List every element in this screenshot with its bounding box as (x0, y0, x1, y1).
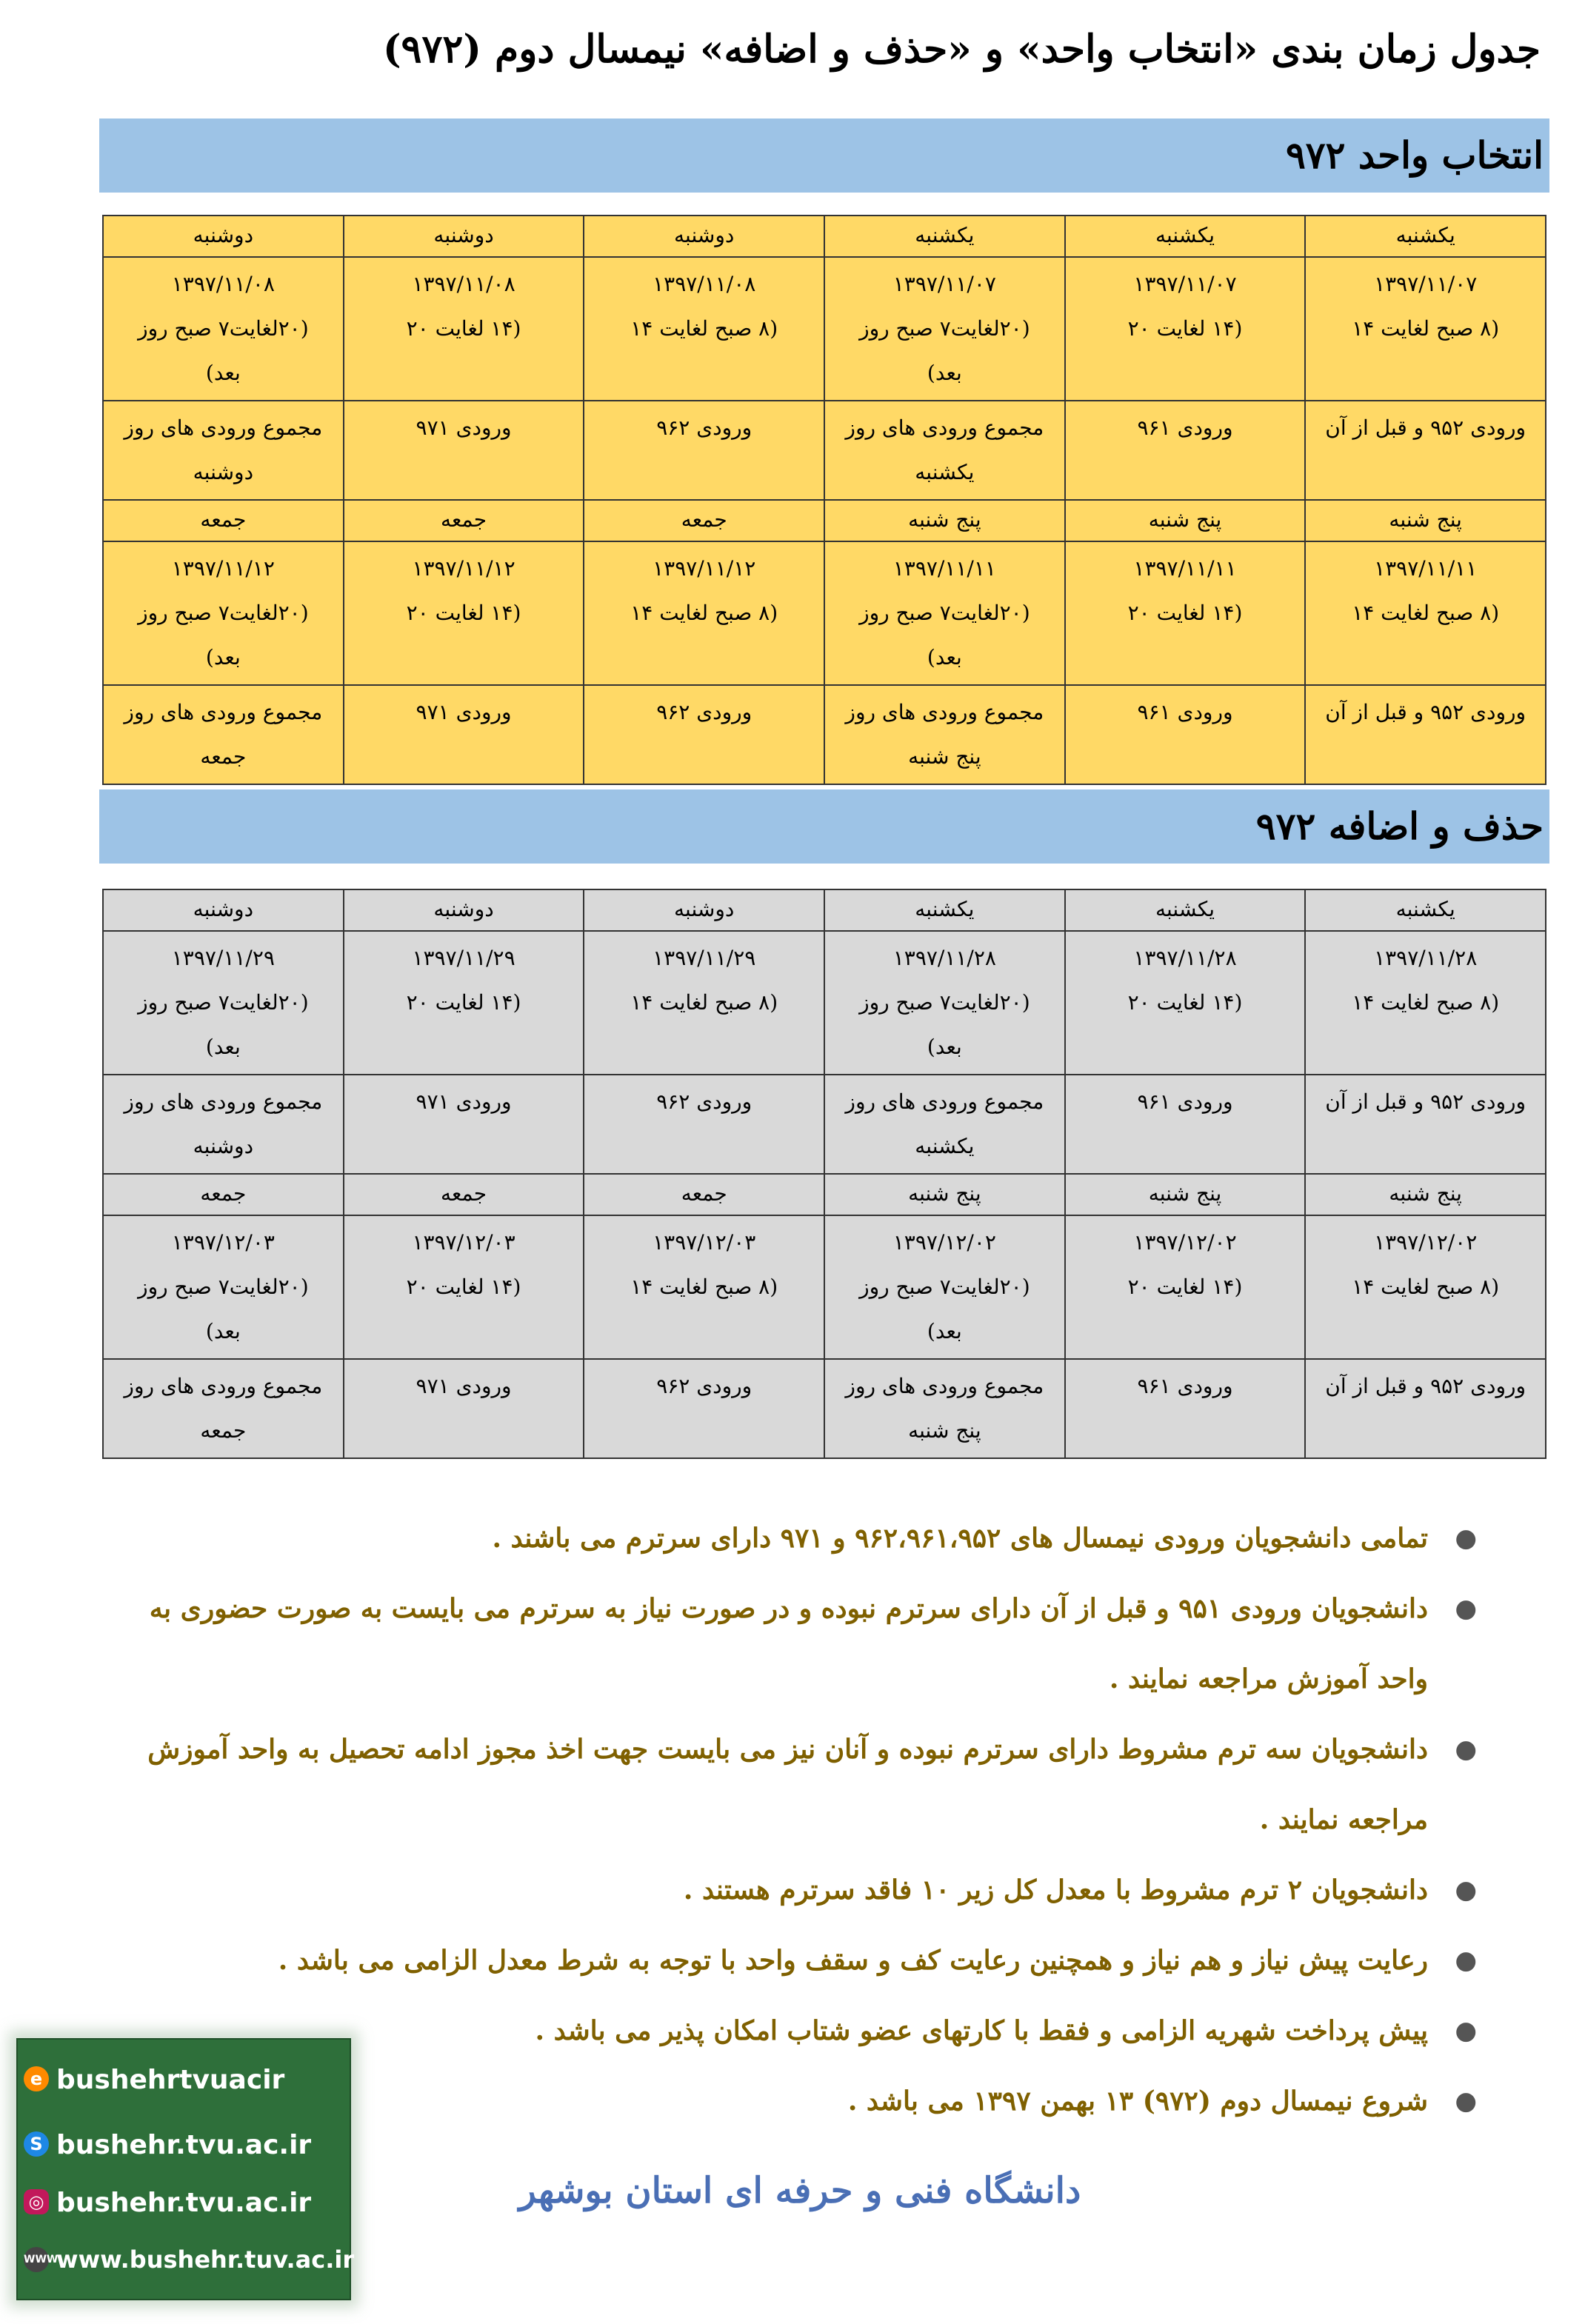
table-row (103, 500, 1546, 541)
table-cell-date (103, 1215, 344, 1359)
contact-website[interactable] (24, 2245, 355, 2274)
table-cell-group (584, 401, 824, 500)
cell-text: ۱۳۹۷/۱۲/۰۲ (1374, 1230, 1478, 1255)
table-cell-group (103, 1359, 344, 1458)
cell-text: ۱۳۹۷/۱۱/۰۸ (171, 272, 275, 296)
cell-text: ۱۳۹۷/۱۱/۰۷ (892, 272, 996, 296)
cell-text: ورودی ۹۶۱ (1137, 700, 1233, 724)
note-text: تمامی دانشجویان ورودی نیمسال های ۹۶۲،۹۶۱،۹۵۲ و ۹۷۱ دارای سرترم می باشند . (492, 1523, 1428, 1554)
cell-text: بعد) (205, 645, 241, 670)
table-cell-group (584, 685, 824, 784)
table-cell-day (584, 889, 824, 931)
cell-text: بعد) (927, 645, 962, 670)
bullet-icon: ● (1455, 1946, 1477, 1975)
cell-text: یکشنبه (1155, 223, 1215, 247)
cell-text: یکشنبه (915, 1134, 975, 1158)
cell-text: بعد) (927, 1035, 962, 1059)
table-cell-day (103, 889, 344, 931)
table-cell-day (1065, 889, 1306, 931)
table-cell-day (824, 889, 1065, 931)
cell-text: (۲۰لغایت۷ صبح روز (138, 601, 309, 625)
cell-text: ۱۳۹۷/۱۱/۲۹ (653, 946, 756, 970)
table-cell-day (824, 216, 1065, 257)
table-cell-day (584, 500, 824, 541)
bullet-icon: ● (1455, 1734, 1477, 1764)
table-row (103, 931, 1546, 1075)
cell-text: (۸ صبح لغایت ۱۴ (630, 601, 778, 625)
contact-eitaa-text: bushehrtvuacir (56, 2065, 285, 2095)
table-cell-group (824, 401, 1065, 500)
cell-text: جمعه (441, 507, 487, 532)
table-cell-group (1065, 1359, 1306, 1458)
cell-text: ورودی ۹۶۲ (656, 1374, 753, 1398)
cell-text: ۱۳۹۷/۱۲/۰۳ (171, 1230, 275, 1255)
table-cell-date (824, 257, 1065, 401)
table-cell-group (103, 401, 344, 500)
cell-text: پنج شنبه (1148, 507, 1222, 532)
cell-text: (۲۰لغایت۷ صبح روز (859, 1275, 1030, 1299)
table-cell-day (1305, 500, 1546, 541)
note-item (96, 1574, 1489, 1714)
cell-text: مجموع ورودی های روز (845, 700, 1044, 724)
note-item (96, 1855, 1489, 1926)
cell-text: پنج شنبه (1148, 1181, 1222, 1206)
cell-text: یکشنبه (915, 223, 975, 247)
cell-text: دوشنبه (193, 1134, 254, 1158)
table-cell-group (1305, 1075, 1546, 1174)
cell-text: (۸ صبح لغایت ۱۴ (1352, 601, 1500, 625)
cell-text: (۱۴ لغایت ۲۰ (1127, 990, 1243, 1015)
note-text: دانشجویان سه ترم مشروط دارای سرترم نبوده و آنان نیز می بایست جهت اخذ مجوز ادامه تحصیل به واحد آموزش مراجعه نمایند . (147, 1734, 1428, 1835)
table-cell-date (1065, 257, 1306, 401)
table-cell-date (1305, 1215, 1546, 1359)
cell-text: ورودی ۹۷۱ (416, 415, 512, 440)
table-cell-date (344, 931, 584, 1075)
cell-text: ۱۳۹۷/۱۲/۰۳ (412, 1230, 515, 1255)
table-cell-day (824, 500, 1065, 541)
table-cell-date (344, 541, 584, 685)
cell-text: جمعه (681, 1181, 727, 1206)
cell-text: پنج شنبه (1389, 507, 1462, 532)
cell-text: (۸ صبح لغایت ۱۴ (1352, 990, 1500, 1015)
cell-text: مجموع ورودی های روز (124, 700, 323, 724)
cell-text: ۱۳۹۷/۱۱/۱۲ (653, 556, 756, 581)
cell-text: ورودی ۹۷۱ (416, 1089, 512, 1114)
cell-text: جمعه (200, 1418, 247, 1443)
table-cell-group (344, 401, 584, 500)
cell-text: (۲۰لغایت۷ صبح روز (859, 601, 1030, 625)
table-cell-date (824, 931, 1065, 1075)
cell-text: (۸ صبح لغایت ۱۴ (630, 990, 778, 1015)
note-text: رعایت پیش نیاز و هم نیاز و همچنین رعایت کف و سقف واحد با توجه به شرط معدل الزامی می باشد . (278, 1945, 1428, 1976)
section-heading-course-selection: انتخاب واحد ۹۷۲ (99, 118, 1549, 193)
cell-text: جمعه (200, 744, 247, 769)
cell-text: (۲۰لغایت۷ صبح روز (138, 1275, 309, 1299)
table-cell-group (344, 1359, 584, 1458)
cell-text: ورودی ۹۶۲ (656, 700, 753, 724)
table-cell-day (584, 216, 824, 257)
cell-text: (۱۴ لغایت ۲۰ (1127, 601, 1243, 625)
table-cell-date (103, 541, 344, 685)
table-cell-date (103, 257, 344, 401)
table-cell-group (1305, 685, 1546, 784)
cell-text: مجموع ورودی های روز (845, 1089, 1044, 1114)
bullet-icon: ● (1455, 1875, 1477, 1905)
cell-text: یکشنبه (915, 897, 975, 921)
table-cell-day (103, 1174, 344, 1215)
cell-text: (۸ صبح لغایت ۱۴ (630, 316, 778, 341)
table-row (103, 1215, 1546, 1359)
table-row (103, 1359, 1546, 1458)
table-cell-day (1305, 216, 1546, 257)
table-row (103, 889, 1546, 931)
note-text: پیش پرداخت شهریه الزامی و فقط با کارتهای عضو شتاب امکان پذیر می باشد . (535, 2015, 1428, 2046)
cell-text: جمعه (441, 1181, 487, 1206)
cell-text: ورودی ۹۶۱ (1137, 1089, 1233, 1114)
cell-text: ورودی ۹۵۲ و قبل از آن (1325, 415, 1526, 440)
table-cell-date (584, 931, 824, 1075)
course-selection-table (102, 215, 1546, 785)
eitaa-icon: e (24, 2066, 49, 2091)
contact-eitaa[interactable] (30, 2065, 285, 2095)
cell-text: ۱۳۹۷/۱۱/۱۱ (892, 556, 996, 581)
table-cell-day (1065, 500, 1306, 541)
cell-text: ورودی ۹۶۲ (656, 415, 753, 440)
cell-text: (۱۴ لغایت ۲۰ (1127, 316, 1243, 341)
table-row (103, 1174, 1546, 1215)
cell-text: یکشنبه (1395, 897, 1455, 921)
cell-text: بعد) (205, 1319, 241, 1343)
cell-text: ۱۳۹۷/۱۲/۰۲ (1133, 1230, 1237, 1255)
cell-text: بعد) (205, 1035, 241, 1059)
table-cell-group (584, 1075, 824, 1174)
table-cell-date (584, 541, 824, 685)
table-row (103, 1075, 1546, 1174)
cell-text: مجموع ورودی های روز (124, 1374, 323, 1398)
table-cell-day (824, 1174, 1065, 1215)
bullet-icon: ● (1455, 1594, 1477, 1623)
table-cell-date (584, 257, 824, 401)
cell-text: جمعه (200, 1181, 247, 1206)
cell-text: ۱۳۹۷/۱۲/۰۳ (653, 1230, 756, 1255)
cell-text: ورودی ۹۵۲ و قبل از آن (1325, 1374, 1526, 1398)
table-row (103, 257, 1546, 401)
cell-text: پنج شنبه (908, 1181, 981, 1206)
table-cell-day (344, 1174, 584, 1215)
web-icon: WWW (24, 2247, 49, 2272)
table-cell-date (344, 1215, 584, 1359)
table-cell-day (103, 500, 344, 541)
table-cell-group (824, 1075, 1065, 1174)
cell-text: ورودی ۹۶۱ (1137, 415, 1233, 440)
table-cell-date (344, 257, 584, 401)
cell-text: یکشنبه (1395, 223, 1455, 247)
cell-text: ورودی ۹۵۲ و قبل از آن (1325, 1089, 1526, 1114)
cell-text: (۱۴ لغایت ۲۰ (1127, 1275, 1243, 1299)
cell-text: ورودی ۹۵۲ و قبل از آن (1325, 700, 1526, 724)
table-cell-group (1065, 401, 1306, 500)
cell-text: ۱۳۹۷/۱۱/۱۱ (1133, 556, 1237, 581)
cell-text: مجموع ورودی های روز (845, 1374, 1044, 1398)
cell-text: مجموع ورودی های روز (124, 415, 323, 440)
cell-text: یکشنبه (1155, 897, 1215, 921)
cell-text: ورودی ۹۷۱ (416, 1374, 512, 1398)
cell-text: (۱۴ لغایت ۲۰ (406, 990, 521, 1015)
cell-text: پنج شنبه (908, 744, 981, 769)
cell-text: دوشنبه (193, 460, 254, 484)
table-cell-date (1065, 541, 1306, 685)
table-cell-day (1065, 1174, 1306, 1215)
cell-text: (۲۰لغایت۷ صبح روز (859, 990, 1030, 1015)
cell-text: ۱۳۹۷/۱۱/۲۹ (171, 946, 275, 970)
cell-text: ۱۳۹۷/۱۱/۲۸ (1374, 946, 1478, 970)
cell-text: دوشنبه (433, 897, 494, 921)
cell-text: پنج شنبه (908, 1418, 981, 1443)
cell-text: ۱۳۹۷/۱۱/۰۷ (1133, 272, 1237, 296)
cell-text: ۱۳۹۷/۱۱/۱۱ (1374, 556, 1478, 581)
table-cell-day (344, 500, 584, 541)
cell-text: دوشنبه (433, 223, 494, 247)
table-cell-group (1065, 1075, 1306, 1174)
cell-text: مجموع ورودی های روز (124, 1089, 323, 1114)
cell-text: (۸ صبح لغایت ۱۴ (1352, 1275, 1500, 1299)
table-cell-group (824, 1359, 1065, 1458)
cell-text: ۱۳۹۷/۱۲/۰۲ (892, 1230, 996, 1255)
cell-text: بعد) (927, 361, 962, 385)
cell-text: ۱۳۹۷/۱۱/۱۲ (171, 556, 275, 581)
cell-text: (۲۰لغایت۷ صبح روز (138, 990, 309, 1015)
note-text: دانشجویان ۲ ترم مشروط با معدل کل زیر ۱۰ فاقد سرترم هستند . (683, 1874, 1428, 1906)
bullet-icon: ● (1455, 2016, 1477, 2046)
cell-text: (۲۰لغایت۷ صبح روز (138, 316, 309, 341)
table-row (103, 216, 1546, 257)
cell-text: (۱۴ لغایت ۲۰ (406, 1275, 521, 1299)
add-drop-table (102, 889, 1546, 1459)
table-cell-date (824, 1215, 1065, 1359)
table-cell-group (344, 1075, 584, 1174)
table-cell-day (1065, 216, 1306, 257)
cell-text: ۱۳۹۷/۱۱/۲۸ (892, 946, 996, 970)
page-title: جدول زمان بندی «انتخاب واحد» و «حذف و اضافه» نیمسال دوم (۹۷۲) (382, 27, 1541, 72)
cell-text: ۱۳۹۷/۱۱/۱۲ (412, 556, 515, 581)
cell-text: پنج شنبه (1389, 1181, 1462, 1206)
cell-text: جمعه (200, 507, 247, 532)
cell-text: (۲۰لغایت۷ صبح روز (859, 316, 1030, 341)
cell-text: (۱۴ لغایت ۲۰ (406, 601, 521, 625)
cell-text: دوشنبه (193, 897, 254, 921)
table-cell-date (584, 1215, 824, 1359)
table-cell-day (344, 216, 584, 257)
table-row (103, 541, 1546, 685)
university-name: دانشگاه فنی و حرفه ای استان بوشهر (518, 2170, 1081, 2211)
table-cell-group (103, 685, 344, 784)
table-cell-group (103, 1075, 344, 1174)
table-cell-day (1305, 1174, 1546, 1215)
cell-text: (۸ صبح لغایت ۱۴ (1352, 316, 1500, 341)
cell-text: ۱۳۹۷/۱۱/۰۷ (1374, 272, 1478, 296)
table-cell-group (824, 685, 1065, 784)
cell-text: بعد) (205, 361, 241, 385)
cell-text: دوشنبه (193, 223, 254, 247)
contact-instagram[interactable] (28, 2188, 312, 2218)
note-item (96, 1926, 1489, 1996)
table-cell-date (1065, 931, 1306, 1075)
cell-text: ورودی ۹۶۱ (1137, 1374, 1233, 1398)
cell-text: یکشنبه (915, 460, 975, 484)
table-cell-date (1305, 257, 1546, 401)
cell-text: بعد) (927, 1319, 962, 1343)
table-cell-group (584, 1359, 824, 1458)
bullet-icon: ● (1455, 2086, 1477, 2116)
contact-soroush-text: bushehr.tvu.ac.ir (56, 2130, 312, 2160)
cell-text: پنج شنبه (908, 507, 981, 532)
table-cell-day (1305, 889, 1546, 931)
table-cell-date (103, 931, 344, 1075)
note-item (96, 1503, 1489, 1574)
table-cell-date (1065, 1215, 1306, 1359)
note-text: شروع نیمسال دوم (۹۷۲) ۱۳ بهمن ۱۳۹۷ می باشد . (847, 2086, 1428, 2117)
cell-text: مجموع ورودی های روز (845, 415, 1044, 440)
cell-text: جمعه (681, 507, 727, 532)
table-cell-day (344, 889, 584, 931)
cell-text: (۱۴ لغایت ۲۰ (406, 316, 521, 341)
table-cell-day (103, 216, 344, 257)
cell-text: ۱۳۹۷/۱۱/۰۸ (412, 272, 515, 296)
table-cell-group (1065, 685, 1306, 784)
table-cell-date (824, 541, 1065, 685)
contact-soroush[interactable] (30, 2130, 312, 2160)
cell-text: ۱۳۹۷/۱۱/۲۹ (412, 946, 515, 970)
contact-instagram-text: bushehr.tvu.ac.ir (56, 2188, 312, 2218)
table-row (103, 401, 1546, 500)
section-heading-add-drop: حذف و اضافه ۹۷۲ (99, 789, 1549, 864)
table-cell-day (584, 1174, 824, 1215)
table-cell-group (1305, 1359, 1546, 1458)
contact-website-text: www.bushehr.tuv.ac.ir (56, 2245, 355, 2274)
table-cell-group (1305, 401, 1546, 500)
cell-text: ورودی ۹۷۱ (416, 700, 512, 724)
note-item (96, 1714, 1489, 1855)
contact-box (16, 2038, 355, 2300)
table-row (103, 685, 1546, 784)
cell-text: دوشنبه (674, 897, 735, 921)
instagram-icon: ◎ (24, 2189, 49, 2214)
bullet-icon: ● (1455, 1523, 1477, 1553)
table-cell-date (1305, 541, 1546, 685)
table-cell-group (344, 685, 584, 784)
cell-text: دوشنبه (674, 223, 735, 247)
cell-text: ۱۳۹۷/۱۱/۲۸ (1133, 946, 1237, 970)
soroush-icon: S (24, 2131, 49, 2157)
cell-text: (۸ صبح لغایت ۱۴ (630, 1275, 778, 1299)
table-cell-date (1305, 931, 1546, 1075)
cell-text: ورودی ۹۶۲ (656, 1089, 753, 1114)
cell-text: ۱۳۹۷/۱۱/۰۸ (653, 272, 756, 296)
note-text: دانشجویان ورودی ۹۵۱ و قبل از آن دارای سرترم نبوده و در صورت نیاز به سرترم می بایست به صورت حضوری به واحد آموزش مراجعه نمایند . (149, 1593, 1428, 1694)
